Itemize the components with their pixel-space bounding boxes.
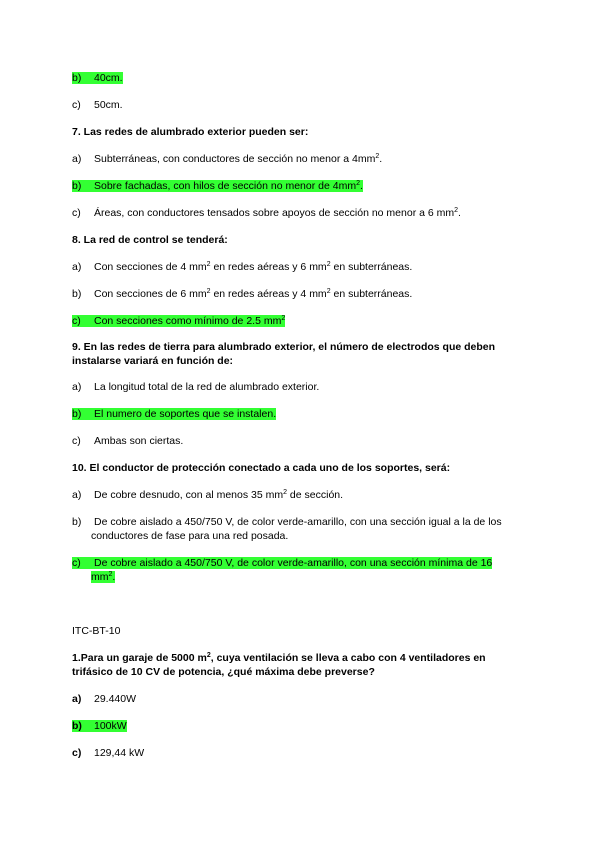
option-text: 100kW xyxy=(94,720,127,732)
option-letter: b) xyxy=(72,72,82,84)
q7-option-a xyxy=(72,153,382,166)
title-text: 1.Para un garaje de 5000 m xyxy=(72,652,207,664)
q10-title: 10. El conductor de protección conectado a cada uno de los soportes, será: xyxy=(72,462,451,474)
q8-title: 8. La red de control se tenderá: xyxy=(72,234,228,246)
q10-option-b-line1 xyxy=(72,516,502,529)
option-letter: c) xyxy=(72,207,81,219)
q6-option-b xyxy=(72,72,123,85)
option-letter: a) xyxy=(72,153,82,165)
superscript: 2 xyxy=(326,288,331,295)
option-text: Con secciones de 4 mm xyxy=(94,261,207,273)
option-text: De cobre aislado a 450/750 V, de color verde-amarillo, con una sección igual a la de los xyxy=(94,516,502,528)
q9-title-line1: 9. En las redes de tierra para alumbrado exterior, el número de electrodos que deben xyxy=(72,341,496,353)
q8-option-c xyxy=(72,315,285,328)
q8-option-a xyxy=(72,261,412,274)
option-letter: c) xyxy=(72,315,81,327)
option-text: El numero de soportes que se instalen. xyxy=(94,408,277,420)
option-text: Sobre fachadas, con hilos de sección no menor de 4mm xyxy=(94,180,357,192)
q9-option-b xyxy=(72,408,276,421)
option-text: Ambas son ciertas. xyxy=(94,435,184,447)
superscript: 2 xyxy=(375,153,380,160)
superscript: 2 xyxy=(356,180,360,187)
option-text: en subterráneas. xyxy=(330,288,413,300)
option-text: La longitud total de la red de alumbrado exterior. xyxy=(94,381,320,393)
option-letter: b) xyxy=(72,180,82,192)
option-letter: c) xyxy=(72,435,81,447)
q7-option-c xyxy=(72,207,461,220)
q9-title-line2: instalarse variará en función de: xyxy=(72,355,234,367)
option-letter: c) xyxy=(72,747,82,759)
q10-option-a xyxy=(72,489,343,502)
option-text: 29.440W xyxy=(94,693,137,705)
option-tail: . xyxy=(379,153,383,165)
q9-option-a xyxy=(72,381,319,394)
superscript: 2 xyxy=(326,261,331,268)
option-text: Con secciones como mínimo de 2.5 mm xyxy=(94,315,282,327)
superscript: 2 xyxy=(454,207,459,214)
q10-option-c-line2 xyxy=(91,571,115,584)
option-tail: . xyxy=(112,571,116,583)
option-tail: . xyxy=(458,207,461,219)
q1-option-b xyxy=(72,720,127,733)
option-letter: c) xyxy=(72,557,81,569)
q7-option-b xyxy=(72,180,363,193)
option-tail: . xyxy=(359,180,363,192)
option-text: en redes aéreas y 4 mm xyxy=(210,288,327,300)
superscript: 2 xyxy=(206,288,211,295)
superscript: 2 xyxy=(206,261,211,268)
option-letter: a) xyxy=(72,381,82,393)
option-text: 40cm. xyxy=(94,72,123,84)
option-text: De cobre aislado a 450/750 V, de color verde-amarillo, con una sección mínima de 16 xyxy=(94,557,493,569)
option-letter: b) xyxy=(72,720,82,732)
option-letter: a) xyxy=(72,489,82,501)
superscript: 2 xyxy=(108,571,113,578)
option-text: 129,44 kW xyxy=(94,747,145,759)
option-letter: a) xyxy=(72,261,82,273)
option-text: 50cm. xyxy=(94,99,123,111)
title-text: , cuya ventilación se lleva a cabo con 4 ventiladores en xyxy=(210,652,486,664)
option-tail: de sección. xyxy=(287,489,344,501)
q1-option-a xyxy=(72,693,136,706)
q6-option-c xyxy=(72,99,123,112)
option-text: en subterráneas. xyxy=(330,261,413,273)
q10-option-c-line1 xyxy=(72,557,492,570)
option-text: Subterráneas, con conductores de sección no menor a 4mm xyxy=(94,153,376,165)
q8-option-b xyxy=(72,288,412,301)
option-text: Áreas, con conductores tensados sobre apoyos de sección no menor a 6 mm xyxy=(94,207,455,219)
option-text: De cobre desnudo, con al menos 35 mm xyxy=(94,489,284,501)
option-letter: c) xyxy=(72,99,81,111)
q1-option-c xyxy=(72,747,144,760)
section-heading: ITC-BT-10 xyxy=(72,625,121,637)
option-letter: b) xyxy=(72,408,82,420)
superscript: 2 xyxy=(206,652,211,659)
option-letter: a) xyxy=(72,693,82,705)
q1-title-line1 xyxy=(72,652,486,665)
option-letter: b) xyxy=(72,288,82,300)
option-text: mm xyxy=(91,571,109,583)
q1-title-line2: trifásico de 10 CV de potencia, ¿qué máxima debe preverse? xyxy=(72,666,375,678)
option-text: Con secciones de 6 mm xyxy=(94,288,207,300)
q7-title: 7. Las redes de alumbrado exterior pueden ser: xyxy=(72,126,309,138)
option-letter: b) xyxy=(72,516,82,528)
superscript: 2 xyxy=(281,315,286,322)
q10-option-b-line2: conductores de fase para una red posada. xyxy=(91,530,289,542)
q9-option-c xyxy=(72,435,183,448)
superscript: 2 xyxy=(283,489,288,496)
option-text: en redes aéreas y 6 mm xyxy=(210,261,327,273)
